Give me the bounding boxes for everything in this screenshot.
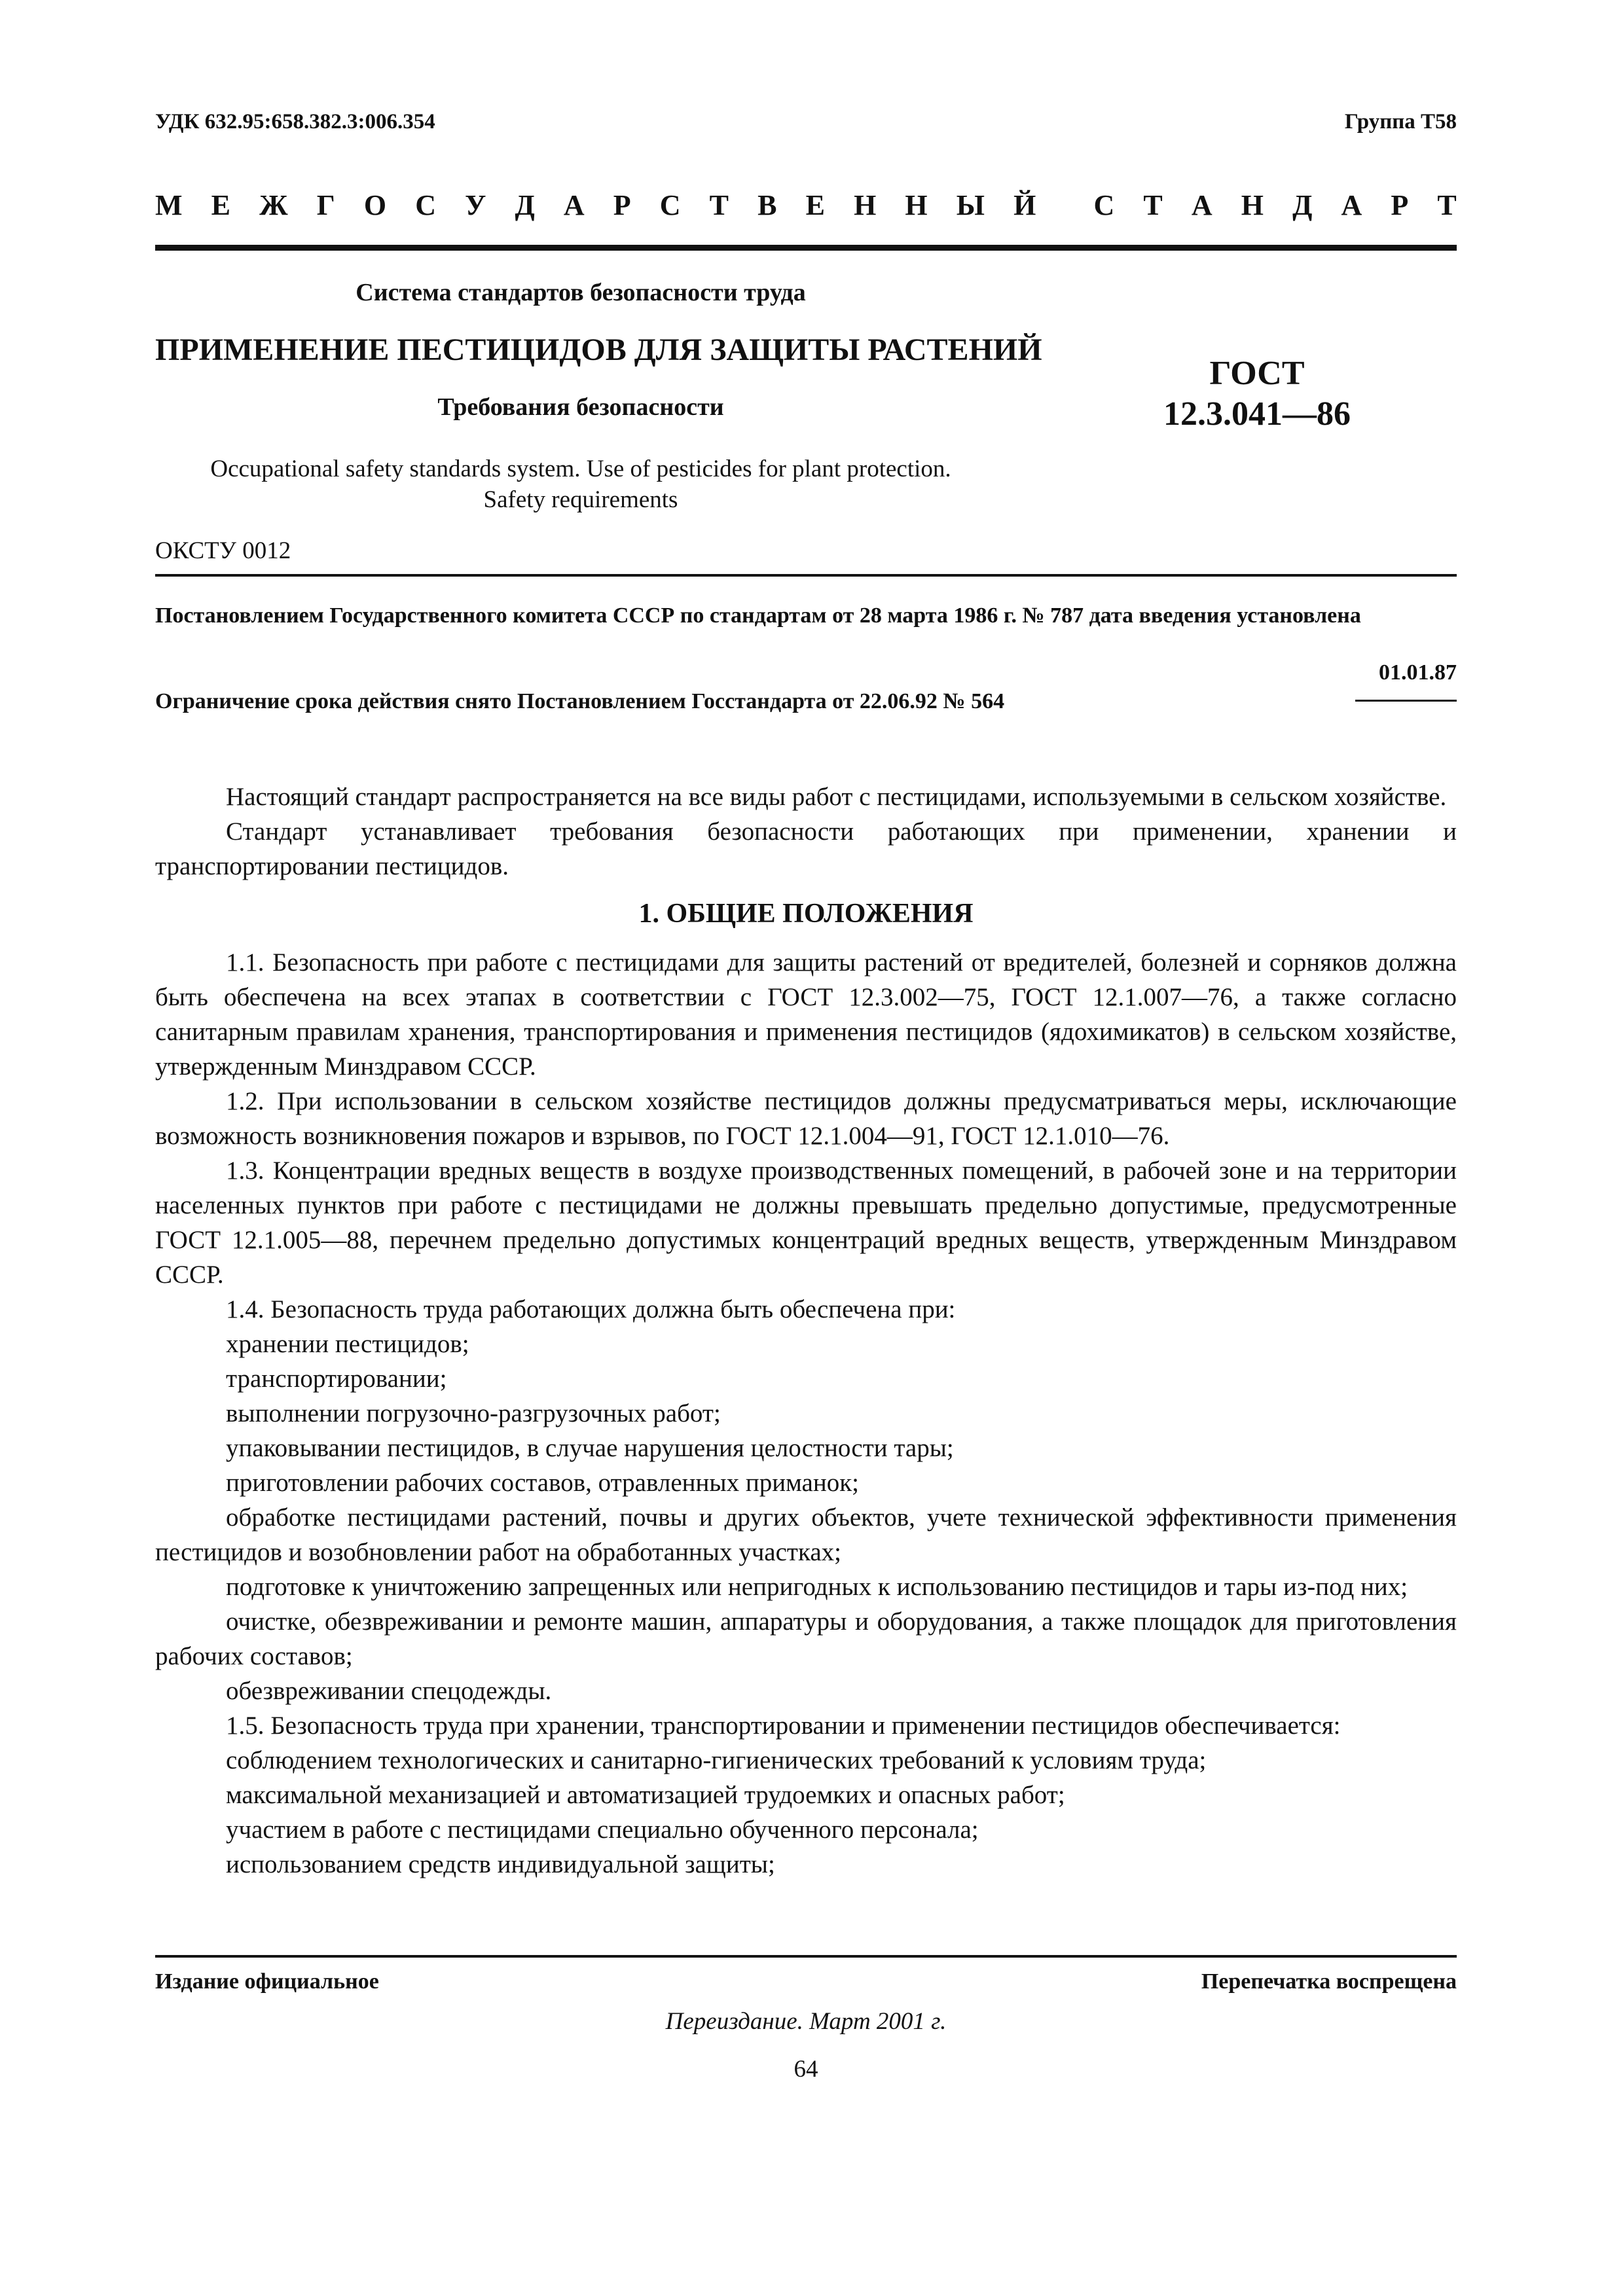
heading-letter: Н (905, 189, 928, 221)
heading-letter: О (363, 189, 387, 221)
heading-letter: Р (613, 189, 631, 221)
heading-letter: Г (316, 189, 335, 221)
heading-letter: Н (1241, 189, 1264, 221)
list-item: использованием средств индивидуальной защиты; (226, 1850, 775, 1878)
date-underline (1355, 700, 1457, 702)
heading-letter: У (465, 189, 486, 221)
english-title-line2: Safety requirements (483, 486, 678, 513)
english-title-line1: Occupational safety standards system. Use of pesticides for plant protection. (210, 456, 951, 482)
list-item: хранении пестицидов; (226, 1330, 469, 1358)
heading-letter: Ж (259, 189, 288, 221)
section-heading: 1. ОБЩИЕ ПОЛОЖЕНИЯ (638, 899, 974, 929)
list-item: обработке пестицидами растений, почвы и других объектов, учете технической эффективности применения пестицидов и возобновлении работ на обработанных участках; (155, 1503, 1457, 1566)
clause-1-1: 1.1. Безопасность при работе с пестицидами для защиты растений от вредителей, болезней и сорняков должна быть обеспечена на всех этапах в соответствии с ГОСТ 12.3.002—75, ГОСТ 12.1.007—76, а также согласно санитарным правилам хранения, транспортирования и применения пестицидов (ядохимикатов) в сельском хозяйстве, утвержденным Минздравом СССР. (155, 948, 1457, 1081)
heading-letter: Д (515, 189, 535, 221)
udk-code: УДК 632.95:658.382.3:006.354 (155, 110, 435, 134)
heading-letter: А (1191, 189, 1213, 221)
heading-letter: А (563, 189, 585, 221)
list-item: обезвреживании спецодежды. (226, 1677, 552, 1705)
heading-letter: Е (211, 189, 230, 221)
list-item: упаковывании пестицидов, в случае нарушения целостности тары; (226, 1434, 954, 1462)
reissue-note: Переиздание. Март 2001 г. (665, 2008, 947, 2035)
gost-label: ГОСТ (1209, 355, 1305, 392)
list-item: очистке, обезвреживании и ремонте машин, аппаратуры и оборудования, а также площадок для приготовления рабочих составов; (155, 1607, 1457, 1670)
heading-letter: С (659, 189, 681, 221)
clause-1-2: 1.2. При использовании в сельском хозяйстве пестицидов должны предусматриваться меры, исключающие возможность возникновения пожаров и взрывов, по ГОСТ 12.1.004—91, ГОСТ 12.1.010—76. (155, 1087, 1457, 1150)
document-title: ПРИМЕНЕНИЕ ПЕСТИЦИДОВ ДЛЯ ЗАЩИТЫ РАСТЕНИЙ (155, 332, 1042, 367)
english-title (155, 454, 1006, 515)
list-item: участием в работе с пестицидами специально обученного персонала; (226, 1816, 979, 1844)
heading-letter: А (1341, 189, 1362, 221)
heading-letter: В (757, 189, 777, 221)
heading-letter: Н (854, 189, 877, 221)
gost-number: 12.3.041—86 (1163, 395, 1351, 433)
clause-1-4: 1.4. Безопасность труда работающих должна быть обеспечена при: (226, 1295, 956, 1323)
heading-letter: Т (709, 189, 729, 221)
list-item: транспортировании; (226, 1365, 447, 1393)
heading-letter: С (415, 189, 436, 221)
reprint-prohibited-label: Перепечатка воспрещена (1201, 1969, 1457, 1994)
list-item: приготовлении рабочих составов, отравленных приманок; (226, 1469, 859, 1497)
gost-designation (1087, 353, 1427, 435)
list-item: максимальной механизацией и автоматизацией трудоемких и опасных работ; (226, 1781, 1065, 1809)
header-rule (155, 245, 1457, 251)
group-code: Группа Т58 (1344, 110, 1457, 134)
intro-paragraph: Настоящий стандарт распространяется на все виды работ с пестицидами, используемыми в сельском хозяйстве. (226, 783, 1447, 811)
heading-letter: Т (1143, 189, 1163, 221)
clause-1-3: 1.3. Концентрации вредных веществ в воздухе производственных помещений, в рабочей зоне и на территории населенных пунктов при работе с пестицидами не должны превышать предельно допустимые, предусмотренные ГОСТ 12.1.005—88, перечнем предельно допустимых концентраций вредных веществ, утвержденным Минздравом СССР. (155, 1157, 1457, 1289)
okstu-code: ОКСТУ 0012 (155, 537, 291, 564)
list-item: выполнении погрузочно-разгрузочных работ; (226, 1399, 721, 1427)
list-item: соблюдением технологических и санитарно-гигиенических требований к условиям труда; (226, 1746, 1207, 1774)
document-subtitle: Требования безопасности (437, 393, 724, 421)
heading-letter: Т (1437, 189, 1457, 221)
list-item: подготовке к уничтожению запрещенных или непригодных к использованию пестицидов и тары из-под них; (226, 1573, 1408, 1601)
heading-letter: Р (1391, 189, 1409, 221)
interstate-standard-heading (155, 188, 1457, 222)
heading-letter: Ы (956, 189, 985, 221)
main-text (155, 780, 1457, 1882)
intro-paragraph: Стандарт устанавливает требования безопасности работающих при применении, хранении и транспортировании пестицидов. (155, 817, 1457, 880)
heading-letter: М (155, 189, 183, 221)
heading-letter: Д (1292, 189, 1313, 221)
official-edition-label: Издание официальное (155, 1969, 379, 1994)
system-name: Система стандартов безопасности труда (356, 279, 806, 306)
heading-letter: С (1093, 189, 1115, 221)
restriction-text: Ограничение срока действия снято Постановлением Госстандарта от 22.06.92 № 564 (155, 689, 1005, 713)
heading-letter: Е (805, 189, 825, 221)
page-number: 64 (793, 2056, 818, 2083)
decree-text: Постановлением Государственного комитета СССР по стандартам от 28 марта 1986 г. № 787 дата введения установлена (155, 603, 1361, 628)
heading-letter: Й (1013, 189, 1036, 221)
introduction-date: 01.01.87 (1379, 660, 1457, 685)
title-rule (155, 574, 1457, 577)
clause-1-5: 1.5. Безопасность труда при хранении, транспортировании и применении пестицидов обеспечивается: (226, 1712, 1341, 1740)
footer-rule (155, 1955, 1457, 1958)
